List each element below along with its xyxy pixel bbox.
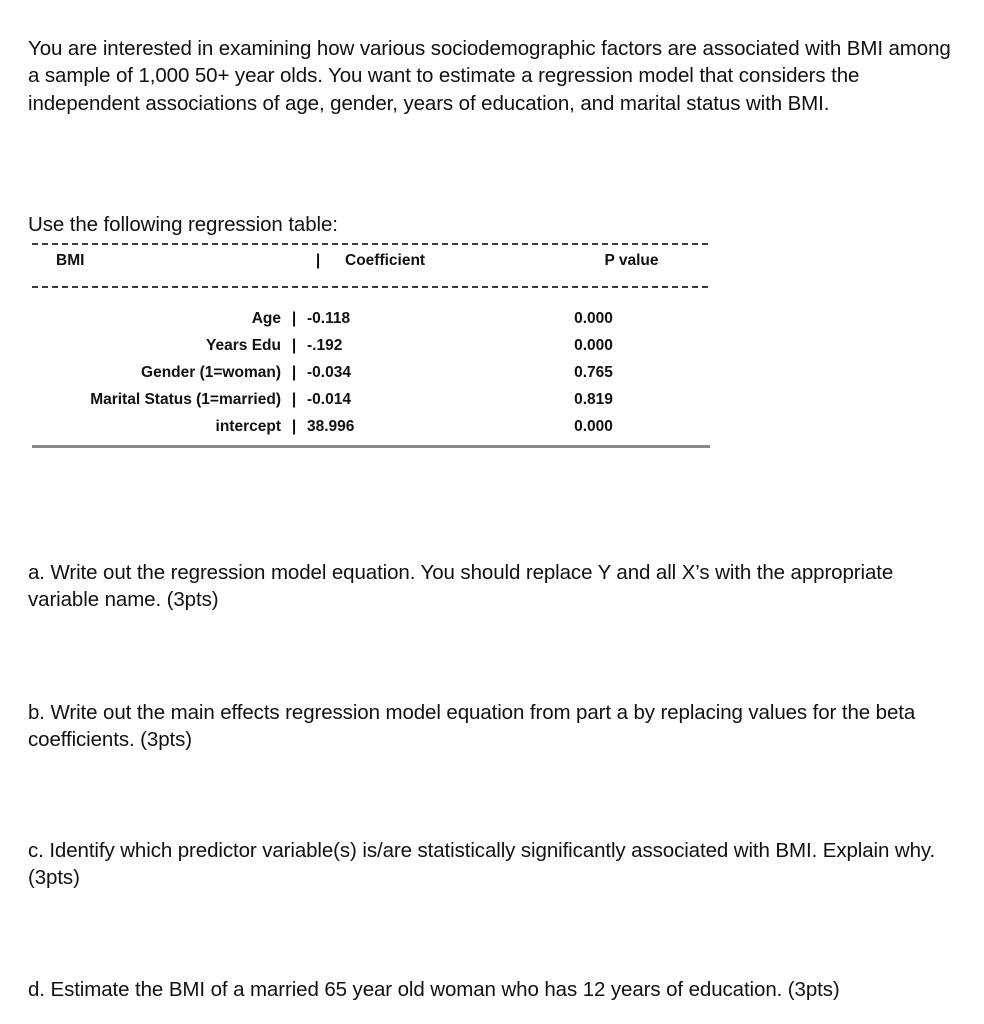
p-value-intercept: 0.000	[574, 418, 613, 435]
p-value-years-edu: 0.000	[574, 337, 613, 354]
pipe-separator-icon: |	[291, 364, 297, 381]
coefficient-intercept: 38.996	[307, 418, 355, 435]
question-a: a. Write out the regression model equation. You should replace Y and all X’s with the appropriate variable name. (3pts)	[28, 560, 899, 611]
table-bottom-rule	[32, 445, 710, 448]
question-d: d. Estimate the BMI of a married 65 year old woman who has 12 years of education. (3pts)	[28, 977, 840, 1001]
coefficient-marital-status: -0.014	[307, 391, 351, 408]
question-c: c. Identify which predictor variable(s) is/are statistically significantly associated with BMI. Explain why. (3pts)	[28, 838, 941, 889]
column-header-coefficient: Coefficient	[345, 252, 426, 269]
regression-table	[32, 243, 710, 448]
row-label-years-edu: Years Edu	[206, 337, 281, 354]
pipe-separator-icon: |	[291, 337, 297, 354]
coefficient-years-edu: -.192	[307, 337, 343, 354]
pipe-separator-icon: |	[291, 418, 297, 435]
body-gap	[32, 288, 710, 305]
row-label-gender: Gender (1=woman)	[141, 364, 281, 381]
table-row	[32, 413, 708, 440]
table-row	[32, 305, 708, 332]
pipe-separator-icon: |	[315, 252, 321, 269]
question-b: b. Write out the main effects regression model equation from part a by replacing values for the beta coefficients. (3pts)	[28, 700, 921, 751]
table-row	[32, 332, 708, 359]
table-row	[32, 359, 708, 386]
coefficient-age: -0.118	[307, 310, 351, 327]
p-value-age: 0.000	[574, 310, 613, 327]
table-row	[32, 386, 708, 413]
table-header-row	[32, 245, 746, 277]
intro-paragraph: You are interested in examining how various sociodemographic factors are associated with BMI among a sample of 1,000 50+ year olds. You want to estimate a regression model that considers the independent associations of age, gender, years of education, and marital status with BMI.	[28, 36, 957, 115]
regression-table-body	[32, 305, 708, 440]
column-header-p-value: P value	[604, 252, 659, 269]
row-label-age: Age	[251, 310, 281, 327]
table-lead-in-text: Use the following regression table:	[28, 212, 338, 236]
row-label-intercept: intercept	[215, 418, 281, 435]
coefficient-gender: -0.034	[307, 364, 351, 381]
p-value-marital-status: 0.819	[574, 391, 613, 408]
p-value-gender: 0.765	[574, 364, 613, 381]
pipe-separator-icon: |	[291, 391, 297, 408]
regression-table-grid	[32, 245, 746, 277]
header-gap	[32, 277, 710, 286]
pipe-separator-icon: |	[291, 310, 297, 327]
outcome-label: BMI	[56, 252, 85, 269]
row-label-marital-status: Marital Status (1=married)	[90, 391, 281, 408]
